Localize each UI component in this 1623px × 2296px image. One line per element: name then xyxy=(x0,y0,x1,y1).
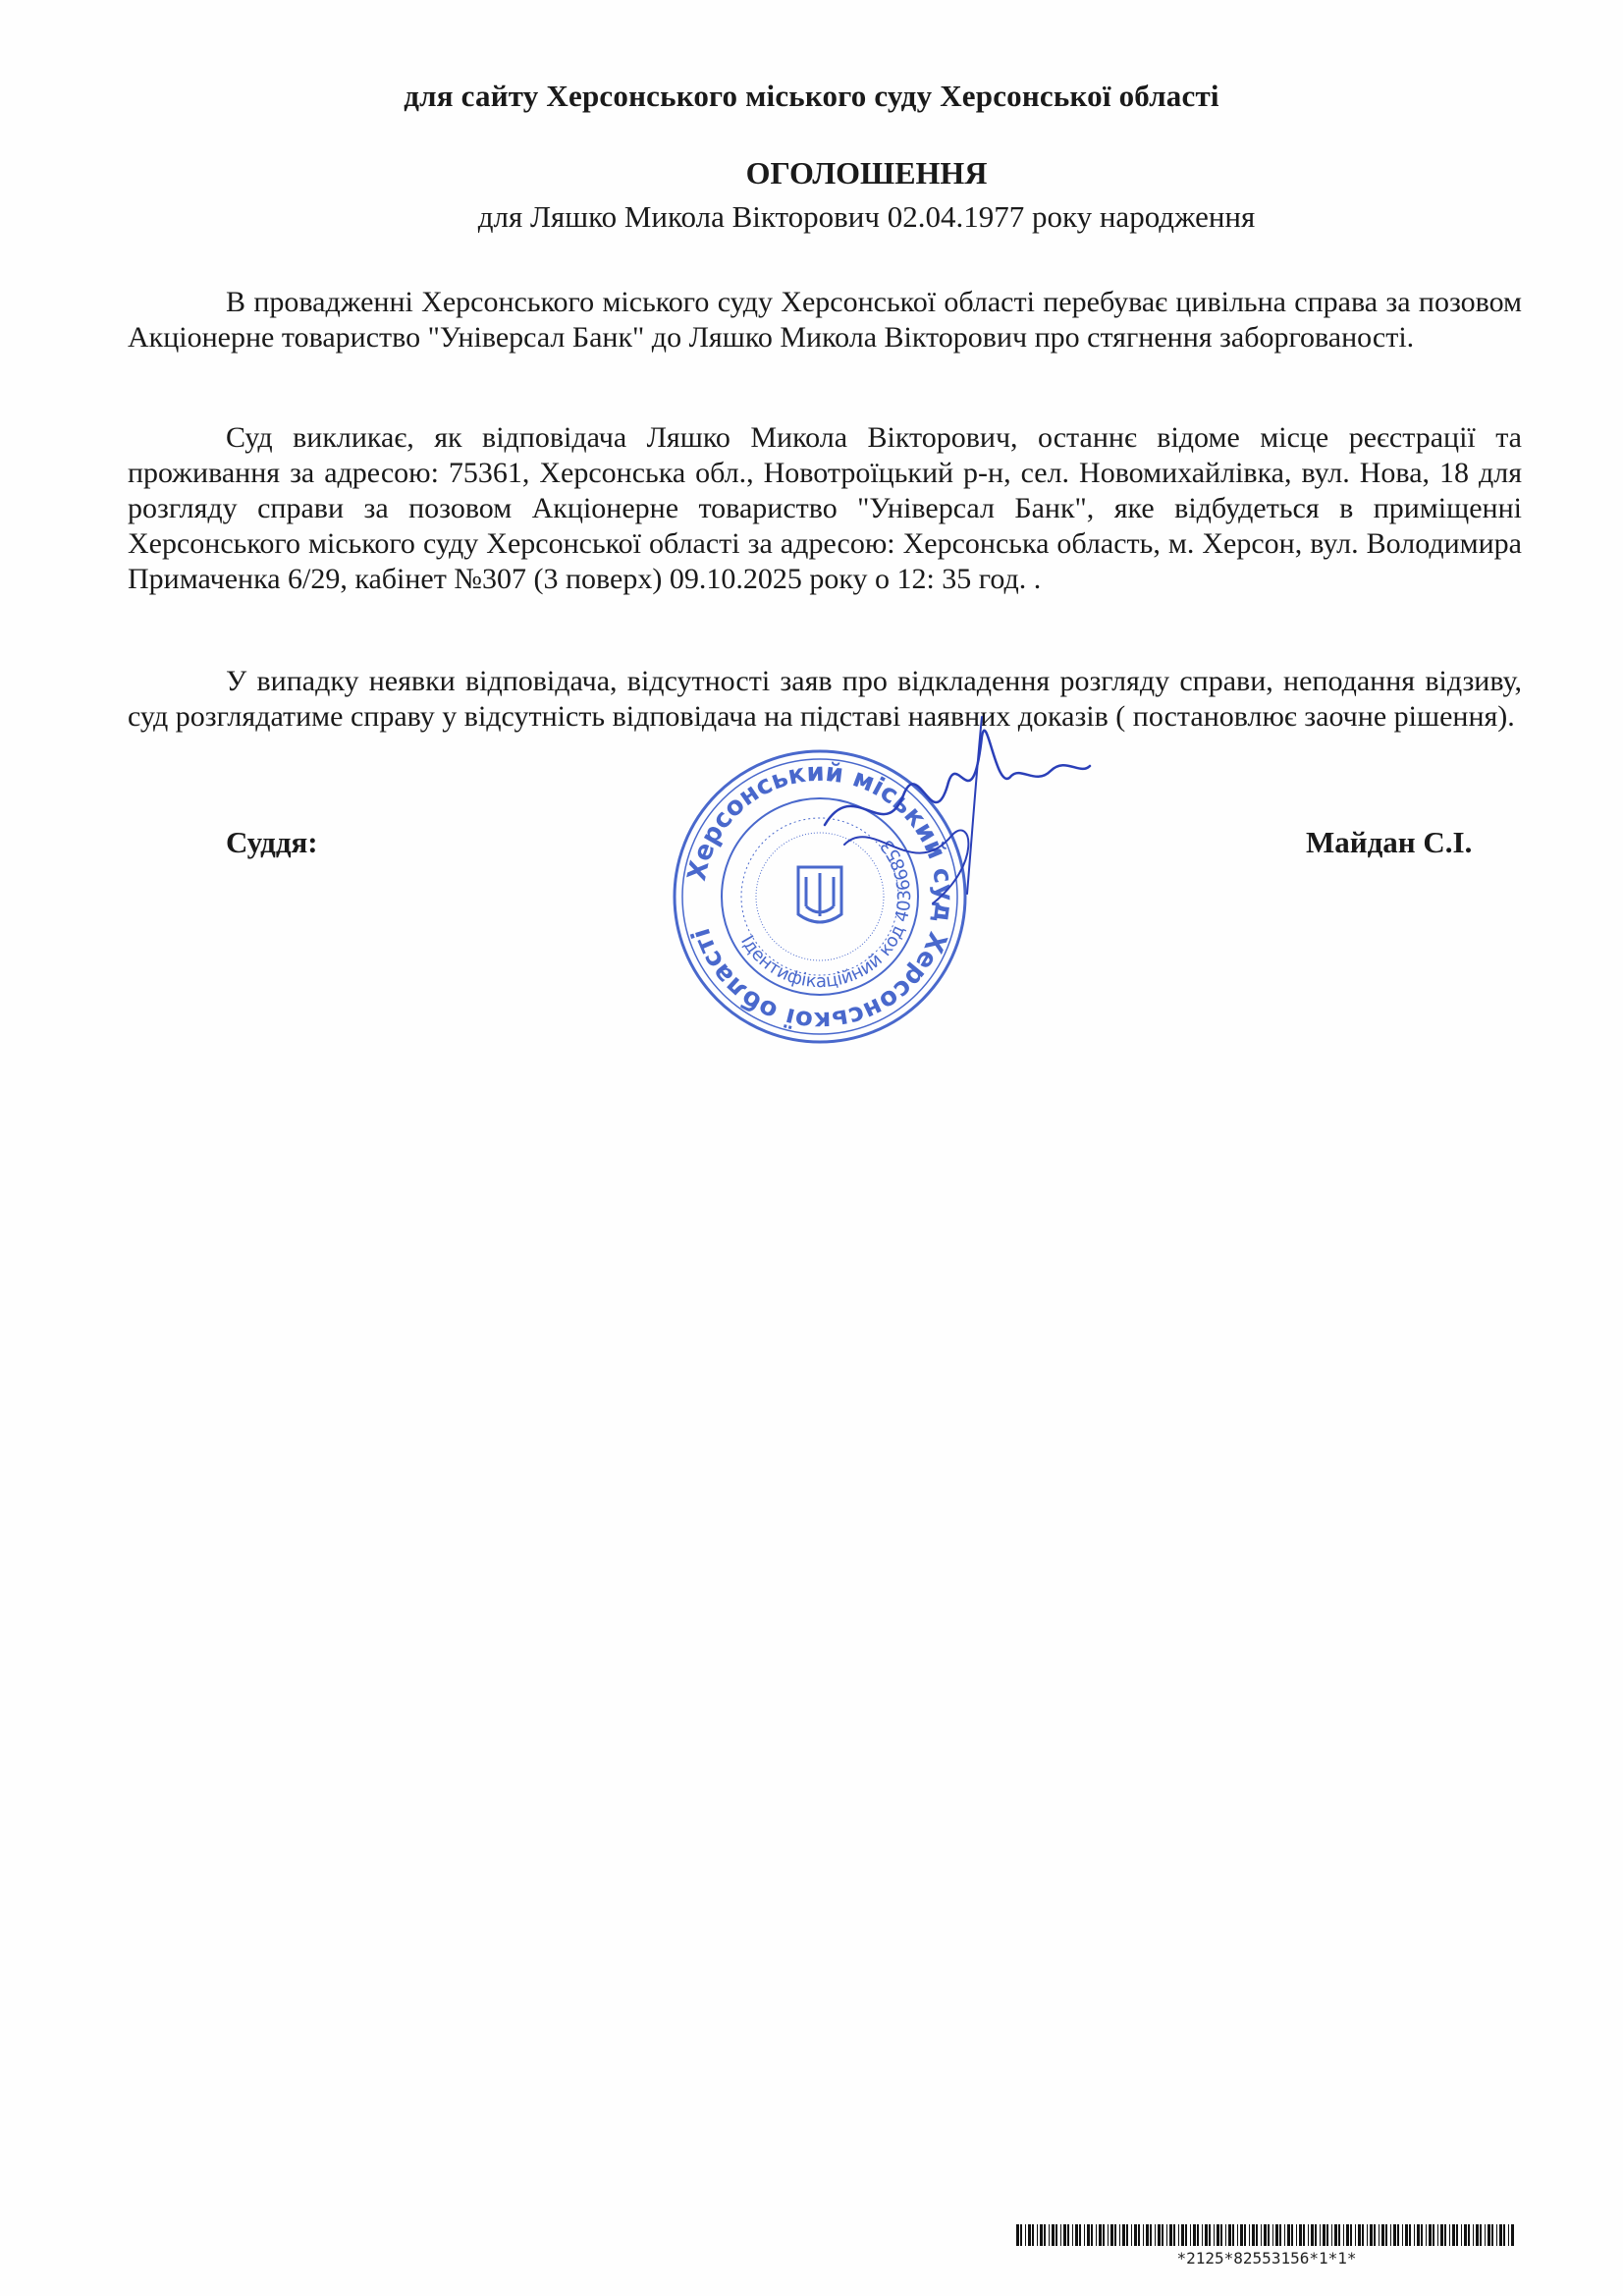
barcode-bar xyxy=(1040,2224,1043,2246)
barcode-bar xyxy=(1323,2224,1325,2246)
paragraph-2-block xyxy=(128,420,1522,603)
barcode-bar xyxy=(1214,2224,1215,2246)
barcode-bar xyxy=(1091,2224,1093,2246)
barcode-bar xyxy=(1169,2224,1172,2246)
barcode-bar xyxy=(1173,2224,1175,2246)
barcode-bar xyxy=(1393,2224,1396,2246)
barcode-bar xyxy=(1433,2224,1434,2246)
barcode-bar xyxy=(1362,2224,1364,2246)
barcode-bar xyxy=(1381,2224,1384,2246)
barcode-bar xyxy=(1456,2224,1458,2246)
barcode-bar xyxy=(1079,2224,1081,2246)
barcode-bar xyxy=(1476,2224,1479,2246)
barcode-bar xyxy=(1503,2224,1505,2246)
paragraph-1: В провадженні Херсонського міського суду Херсонської області перебуває цивільна справа за позовом Акціонерне товариство "Універсал Банк" до Ляшко Микола Вікторович про стягнення заборгованості. xyxy=(128,286,1522,354)
barcode-bar xyxy=(1084,2224,1085,2246)
barcode-bar xyxy=(1099,2224,1102,2246)
barcode-bar xyxy=(1075,2224,1078,2246)
barcode-bar xyxy=(1480,2224,1482,2246)
barcode-bar xyxy=(1299,2224,1302,2246)
barcode-bar xyxy=(1287,2224,1290,2246)
barcode-bar xyxy=(1249,2224,1250,2246)
document-title: ОГОЛОШЕННЯ xyxy=(745,155,988,191)
barcode-bar xyxy=(1193,2224,1196,2246)
barcode-bar xyxy=(1256,2224,1258,2246)
barcode-bar xyxy=(1072,2224,1073,2246)
barcode-bar xyxy=(1044,2224,1046,2246)
barcode-bar xyxy=(1358,2224,1361,2246)
barcode-bar xyxy=(1060,2224,1061,2246)
barcode-bar xyxy=(1464,2224,1467,2246)
barcode-bar xyxy=(1355,2224,1356,2246)
barcode-bar xyxy=(1232,2224,1234,2246)
barcode-bar xyxy=(1405,2224,1408,2246)
barcode-bar xyxy=(1296,2224,1297,2246)
barcode-bar xyxy=(1158,2224,1161,2246)
barcode-bar xyxy=(1244,2224,1246,2246)
barcode-bar xyxy=(1402,2224,1403,2246)
barcode-bar xyxy=(1190,2224,1191,2246)
barcode-bar xyxy=(1025,2224,1026,2246)
judge-name: Майдан С.І. xyxy=(1306,825,1473,859)
barcode-bar xyxy=(1367,2224,1368,2246)
barcode-bar xyxy=(1063,2224,1066,2246)
barcode-bar xyxy=(1315,2224,1317,2246)
barcode-bar xyxy=(1028,2224,1031,2246)
barcode-bar xyxy=(1370,2224,1373,2246)
barcode-bar xyxy=(1103,2224,1105,2246)
barcode-bar xyxy=(1146,2224,1149,2246)
barcode-bar xyxy=(1379,2224,1380,2246)
barcode-bar xyxy=(1268,2224,1270,2246)
barcode-bar xyxy=(1444,2224,1446,2246)
barcode-bar xyxy=(1409,2224,1411,2246)
paragraph-2: Суд викликає, як відповідача Ляшко Микола Вікторович, останнє відоме місце реєстрації та проживання за адресою: 75361, Херсонська обл., Новотроїцький р-н, сел. Новомихайлівка, вул. Нова, 18 для розгляду справи за позовом Акціонерне товариство "Універсал Банк", яке відбудеться в приміщенні Херсонського міського суду Херсонської області за адресою: Херсонська область, м. Херсон, вул. Володимира Примаченка 6/29, кабінет №307 (3 поверх) 09.10.2025 року о 12: 35 год. . xyxy=(128,421,1522,595)
barcode-bar xyxy=(1331,2224,1332,2246)
barcode-text: *2125*82553156*1*1* xyxy=(1176,2249,1357,2268)
paragraph-1-block xyxy=(128,285,1522,361)
barcode-bar xyxy=(1437,2224,1438,2246)
barcode-bar xyxy=(1449,2224,1450,2246)
barcode-bar xyxy=(1114,2224,1116,2246)
barcode-bar xyxy=(1468,2224,1470,2246)
barcode-bar xyxy=(1020,2224,1022,2246)
barcode-bar xyxy=(1311,2224,1314,2246)
judge-signature-icon xyxy=(785,678,1100,923)
barcode-bar xyxy=(1485,2224,1486,2246)
barcode-bar xyxy=(1284,2224,1285,2246)
document-subtitle: для Ляшко Микола Вікторович 02.04.1977 року народження xyxy=(477,199,1256,234)
barcode-bar xyxy=(1122,2224,1125,2246)
barcode-bar xyxy=(1343,2224,1344,2246)
barcode-bar xyxy=(1217,2224,1219,2246)
barcode-bar xyxy=(1397,2224,1399,2246)
barcode-bar xyxy=(1202,2224,1203,2246)
barcode-bar xyxy=(1461,2224,1462,2246)
barcode-bar xyxy=(1096,2224,1097,2246)
barcode-bar xyxy=(1126,2224,1128,2246)
barcode-bar xyxy=(1240,2224,1243,2246)
barcode-bar xyxy=(1067,2224,1069,2246)
barcode-bar xyxy=(1264,2224,1267,2246)
seal-inner-text: Ідентифікаційний код 40366853 xyxy=(736,835,916,993)
barcode-bar xyxy=(1134,2224,1137,2246)
barcode-bar xyxy=(1452,2224,1455,2246)
barcode-bar xyxy=(1338,2224,1340,2246)
barcode-bar xyxy=(1473,2224,1474,2246)
barcode-bar xyxy=(1417,2224,1420,2246)
barcode-bar xyxy=(1110,2224,1113,2246)
barcode-bar xyxy=(1275,2224,1278,2246)
barcode-bar xyxy=(1499,2224,1502,2246)
barcode-bar xyxy=(1052,2224,1055,2246)
barcode-bar xyxy=(1143,2224,1144,2246)
judge-label: Суддя: xyxy=(226,825,318,859)
barcode-bar xyxy=(1016,2224,1019,2246)
barcode-bar xyxy=(1049,2224,1050,2246)
barcode-bar xyxy=(1138,2224,1140,2246)
barcode-bar xyxy=(1166,2224,1167,2246)
barcode-bar xyxy=(1429,2224,1432,2246)
barcode-bar xyxy=(1385,2224,1387,2246)
barcode-bar xyxy=(1119,2224,1120,2246)
barcode-bar xyxy=(1032,2224,1034,2246)
barcode-bar xyxy=(1491,2224,1493,2246)
barcode-bar xyxy=(1205,2224,1208,2246)
barcode-bar xyxy=(1131,2224,1132,2246)
barcode-bar xyxy=(1279,2224,1281,2246)
barcode-bar xyxy=(1440,2224,1443,2246)
barcode-bar xyxy=(1334,2224,1337,2246)
barcode-bar xyxy=(1220,2224,1222,2246)
barcode-bar xyxy=(1350,2224,1352,2246)
barcode-bar xyxy=(1185,2224,1187,2246)
barcode-bar xyxy=(1209,2224,1211,2246)
barcode-bar xyxy=(1320,2224,1321,2246)
barcode-bar xyxy=(1272,2224,1273,2246)
barcode-bar xyxy=(1055,2224,1057,2246)
barcode-icon xyxy=(1016,2224,1517,2246)
barcode-bar xyxy=(1225,2224,1226,2246)
barcode-bar xyxy=(1496,2224,1497,2246)
barcode-bar xyxy=(1308,2224,1309,2246)
barcode-bar xyxy=(1150,2224,1152,2246)
barcode-bar xyxy=(1511,2224,1514,2246)
document-header: для сайту Херсонського міського суду Херсонської області xyxy=(404,79,1219,113)
barcode-bar xyxy=(1326,2224,1328,2246)
barcode-bar xyxy=(1421,2224,1423,2246)
paragraph-3: У випадку неявки відповідача, відсутності заяв про відкладення розгляду справи, неподання відзиву, суд розглядатиме справу у відсутність відповідача на підставі наявних доказів ( постановлює заочне рішення). xyxy=(128,665,1522,733)
barcode-bar xyxy=(1346,2224,1349,2246)
barcode-bar xyxy=(1508,2224,1509,2246)
seal-outer-text: Херсонський міський суд Херсонської області xyxy=(682,757,959,1036)
barcode-bar xyxy=(1488,2224,1490,2246)
barcode-bar xyxy=(1390,2224,1391,2246)
barcode-bar xyxy=(1178,2224,1179,2246)
barcode-bar xyxy=(1108,2224,1109,2246)
barcode-bar xyxy=(1252,2224,1255,2246)
barcode-bar xyxy=(1374,2224,1376,2246)
barcode-bar xyxy=(1087,2224,1090,2246)
barcode-bar xyxy=(1155,2224,1156,2246)
barcode-bar xyxy=(1291,2224,1293,2246)
barcode-bar xyxy=(1181,2224,1184,2246)
barcode-bar xyxy=(1228,2224,1231,2246)
barcode-bar xyxy=(1261,2224,1262,2246)
barcode-bar xyxy=(1197,2224,1199,2246)
barcode-bar xyxy=(1426,2224,1427,2246)
barcode-bar xyxy=(1414,2224,1415,2246)
barcode-bar xyxy=(1162,2224,1163,2246)
barcode-bar xyxy=(1037,2224,1038,2246)
barcode-bar xyxy=(1303,2224,1305,2246)
barcode-bar xyxy=(1237,2224,1238,2246)
